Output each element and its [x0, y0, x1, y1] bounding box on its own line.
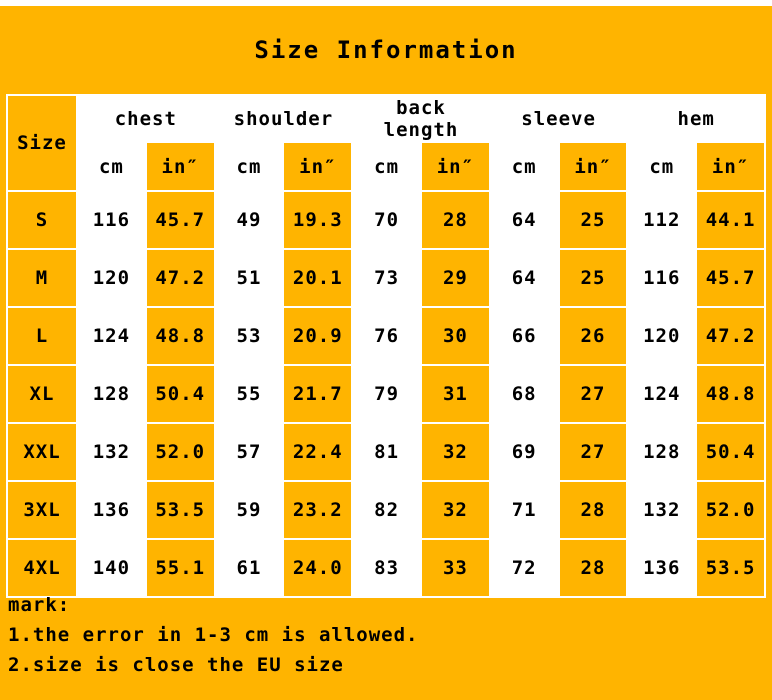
cell-hem-cm: 120: [627, 307, 696, 365]
cell-shoulder-cm: 55: [215, 365, 284, 423]
row-size-label: XXL: [7, 423, 77, 481]
cell-sleeve-in: 28: [559, 481, 628, 539]
cell-hem-in: 50.4: [696, 423, 765, 481]
cell-hem-cm: 128: [627, 423, 696, 481]
column-group-hem: hem: [627, 95, 765, 142]
cell-hem-cm: 136: [627, 539, 696, 597]
unit-header-hem-cm: cm: [627, 142, 696, 191]
cell-back-length-in: 32: [421, 481, 490, 539]
cell-sleeve-in: 28: [559, 539, 628, 597]
unit-header-back-length-cm: cm: [352, 142, 421, 191]
cell-hem-in: 48.8: [696, 365, 765, 423]
cell-hem-cm: 124: [627, 365, 696, 423]
cell-chest-cm: 124: [77, 307, 146, 365]
table-row: [7, 423, 765, 481]
cell-back-length-cm: 81: [352, 423, 421, 481]
cell-back-length-in: 29: [421, 249, 490, 307]
cell-back-length-in: 33: [421, 539, 490, 597]
cell-back-length-cm: 83: [352, 539, 421, 597]
cell-shoulder-cm: 53: [215, 307, 284, 365]
cell-chest-cm: 116: [77, 191, 146, 249]
cell-sleeve-in: 25: [559, 191, 628, 249]
cell-back-length-cm: 73: [352, 249, 421, 307]
table-row: [7, 481, 765, 539]
cell-sleeve-in: 25: [559, 249, 628, 307]
cell-chest-cm: 132: [77, 423, 146, 481]
cell-chest-in: 55.1: [146, 539, 215, 597]
column-group-sleeve: sleeve: [490, 95, 628, 142]
unit-header-shoulder-cm: cm: [215, 142, 284, 191]
cell-shoulder-in: 23.2: [283, 481, 352, 539]
cell-sleeve-cm: 69: [490, 423, 559, 481]
cell-sleeve-cm: 68: [490, 365, 559, 423]
unit-header-chest-in: in″: [146, 142, 215, 191]
table-row: [7, 365, 765, 423]
table-row: [7, 539, 765, 597]
cell-back-length-cm: 76: [352, 307, 421, 365]
row-size-label: XL: [7, 365, 77, 423]
cell-chest-cm: 128: [77, 365, 146, 423]
size-information-table: [6, 94, 766, 598]
column-header-size: Size: [7, 95, 77, 191]
cell-hem-in: 47.2: [696, 307, 765, 365]
column-group-shoulder: shoulder: [215, 95, 353, 142]
cell-hem-in: 44.1: [696, 191, 765, 249]
cell-back-length-cm: 70: [352, 191, 421, 249]
column-group-chest: chest: [77, 95, 215, 142]
cell-sleeve-cm: 64: [490, 249, 559, 307]
unit-header-sleeve-in: in″: [559, 142, 628, 191]
row-size-label: L: [7, 307, 77, 365]
notes-heading: mark:: [8, 594, 71, 616]
cell-shoulder-in: 20.9: [283, 307, 352, 365]
page-title: Size Information: [254, 36, 518, 64]
row-size-label: 3XL: [7, 481, 77, 539]
cell-shoulder-cm: 57: [215, 423, 284, 481]
cell-shoulder-cm: 61: [215, 539, 284, 597]
unit-header-chest-cm: cm: [77, 142, 146, 191]
cell-back-length-in: 28: [421, 191, 490, 249]
cell-hem-cm: 132: [627, 481, 696, 539]
cell-chest-cm: 136: [77, 481, 146, 539]
cell-back-length-in: 30: [421, 307, 490, 365]
cell-chest-in: 48.8: [146, 307, 215, 365]
cell-sleeve-cm: 66: [490, 307, 559, 365]
row-size-label: S: [7, 191, 77, 249]
notes-block: [8, 590, 764, 680]
cell-back-length-cm: 79: [352, 365, 421, 423]
row-size-label: M: [7, 249, 77, 307]
unit-header-back-length-in: in″: [421, 142, 490, 191]
row-size-label: 4XL: [7, 539, 77, 597]
cell-back-length-in: 31: [421, 365, 490, 423]
cell-chest-in: 52.0: [146, 423, 215, 481]
cell-chest-in: 45.7: [146, 191, 215, 249]
cell-chest-in: 47.2: [146, 249, 215, 307]
cell-shoulder-in: 24.0: [283, 539, 352, 597]
cell-sleeve-in: 26: [559, 307, 628, 365]
notes-line-2: 2.size is close the EU size: [8, 654, 344, 676]
cell-back-length-in: 32: [421, 423, 490, 481]
notes-line-1: 1.the error in 1-3 cm is allowed.: [8, 624, 419, 646]
bottom-border: [0, 696, 772, 700]
cell-shoulder-in: 21.7: [283, 365, 352, 423]
cell-shoulder-in: 20.1: [283, 249, 352, 307]
cell-sleeve-cm: 72: [490, 539, 559, 597]
cell-sleeve-in: 27: [559, 365, 628, 423]
cell-shoulder-in: 22.4: [283, 423, 352, 481]
cell-shoulder-cm: 49: [215, 191, 284, 249]
cell-sleeve-cm: 71: [490, 481, 559, 539]
cell-chest-in: 53.5: [146, 481, 215, 539]
cell-shoulder-cm: 51: [215, 249, 284, 307]
table-group-header-row: [7, 95, 765, 142]
cell-hem-cm: 116: [627, 249, 696, 307]
unit-header-sleeve-cm: cm: [490, 142, 559, 191]
cell-hem-in: 53.5: [696, 539, 765, 597]
table-row: [7, 307, 765, 365]
table-row: [7, 191, 765, 249]
cell-chest-in: 50.4: [146, 365, 215, 423]
cell-shoulder-cm: 59: [215, 481, 284, 539]
cell-hem-cm: 112: [627, 191, 696, 249]
table-row: [7, 249, 765, 307]
table-unit-header-row: [7, 142, 765, 191]
cell-hem-in: 52.0: [696, 481, 765, 539]
cell-back-length-cm: 82: [352, 481, 421, 539]
cell-sleeve-cm: 64: [490, 191, 559, 249]
column-group-back-length: back length: [352, 95, 490, 142]
unit-header-shoulder-in: in″: [283, 142, 352, 191]
cell-shoulder-in: 19.3: [283, 191, 352, 249]
cell-sleeve-in: 27: [559, 423, 628, 481]
cell-chest-cm: 140: [77, 539, 146, 597]
cell-chest-cm: 120: [77, 249, 146, 307]
unit-header-hem-in: in″: [696, 142, 765, 191]
cell-hem-in: 45.7: [696, 249, 765, 307]
